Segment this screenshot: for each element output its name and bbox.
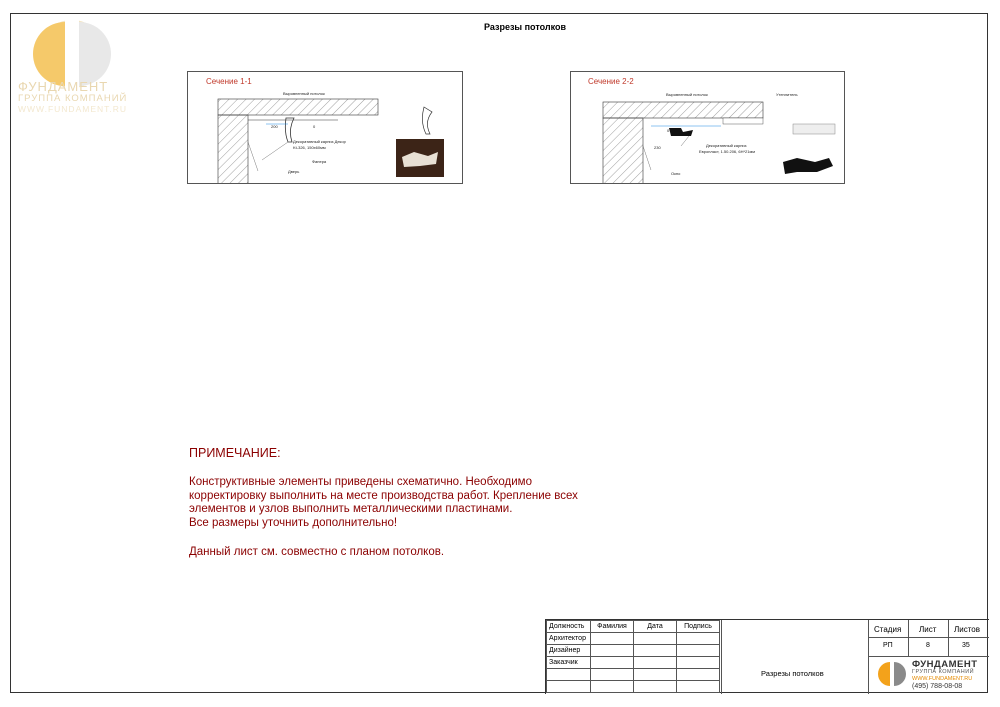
- role-designer: Дизайнер: [547, 645, 591, 657]
- section-1-title: Сечение 1-1: [206, 77, 252, 86]
- title-block-sheet-title: Разрезы потолков: [761, 669, 824, 678]
- note-line: Все размеры уточнить дополнительно!: [189, 516, 398, 529]
- sheet-title: Разрезы потолков: [483, 22, 567, 32]
- section-1-label-ceiling: Выровненный потолок: [283, 91, 325, 96]
- note-line: корректировку выполнить на месте производства работ. Крепление всех: [189, 489, 578, 502]
- company-site: WWW.FUNDAMENT.RU: [912, 676, 973, 682]
- section-2-dim-2: 0: [667, 128, 670, 133]
- header-position: Должность: [547, 621, 591, 633]
- section-1-label-cornice: Декоративный карниз Декор: [293, 139, 346, 144]
- company-logo-small: [876, 660, 908, 688]
- sheets-total: 35: [962, 642, 970, 649]
- header-surname: Фамилия: [591, 621, 634, 633]
- section-1-label-plywood: Фанера: [312, 159, 327, 164]
- section-2-drawing: [570, 71, 845, 184]
- role-customer: Заказчик: [547, 657, 591, 669]
- logo-subtitle: ГРУППА КОМПАНИЙ: [18, 93, 128, 104]
- sheet-number: 8: [926, 642, 930, 649]
- company-name: ФУНДАМЕНТ: [912, 659, 978, 670]
- header-signature: Подпись: [677, 621, 720, 633]
- section-2-label-window: Окно: [671, 171, 681, 176]
- note-line: Конструктивные элементы приведены схематично. Необходимо: [189, 476, 532, 488]
- section-2-label-ceiling: Выровненный потолок: [666, 92, 708, 97]
- logo-site: WWW.FUNDAMENT.RU: [18, 104, 128, 114]
- note-title: ПРИМЕЧАНИЕ:: [189, 446, 281, 460]
- section-2-label-cornice: Декоративный карниз: [706, 143, 747, 148]
- section-2-title: Сечение 2-2: [588, 77, 634, 86]
- stage-value: РП: [883, 642, 893, 649]
- section-1-sketch: [188, 72, 462, 183]
- sheets-label: Листов: [954, 625, 980, 634]
- section-1-dim-2: 0: [313, 124, 316, 129]
- section-2-dim: 230: [654, 145, 661, 150]
- role-architect: Архитектор: [547, 633, 591, 645]
- section-2-label-insulation: Утеплитель: [776, 92, 798, 97]
- divider: [721, 620, 722, 694]
- section-1-label-cornice-size: Kt-326, 150х60мм: [293, 145, 326, 150]
- stage-label: Стадия: [874, 625, 902, 634]
- note-body: [189, 476, 629, 530]
- company-phone: (495) 788-08-08: [912, 683, 963, 690]
- section-1-drawing: [187, 71, 463, 184]
- note-line: элементов и узлов выполнить металлическими пластинами.: [189, 503, 513, 516]
- signatures-table: [546, 620, 720, 693]
- title-block: [545, 619, 989, 694]
- section-2-label-cornice-size: Европласт, 1.50.206, 6Н*21мм: [699, 149, 755, 154]
- section-1-label-door: Дверь: [288, 169, 300, 174]
- company-subtitle: ГРУППА КОМПАНИЙ: [912, 669, 975, 675]
- section-2-sketch: [571, 72, 844, 183]
- section-1-dim: 200: [271, 124, 278, 129]
- sheet-label: Лист: [919, 625, 937, 634]
- header-date: Дата: [634, 621, 677, 633]
- note-extra: Данный лист см. совместно с планом потолков.: [189, 546, 445, 558]
- logo-name: ФУНДАМЕНТ: [18, 79, 109, 94]
